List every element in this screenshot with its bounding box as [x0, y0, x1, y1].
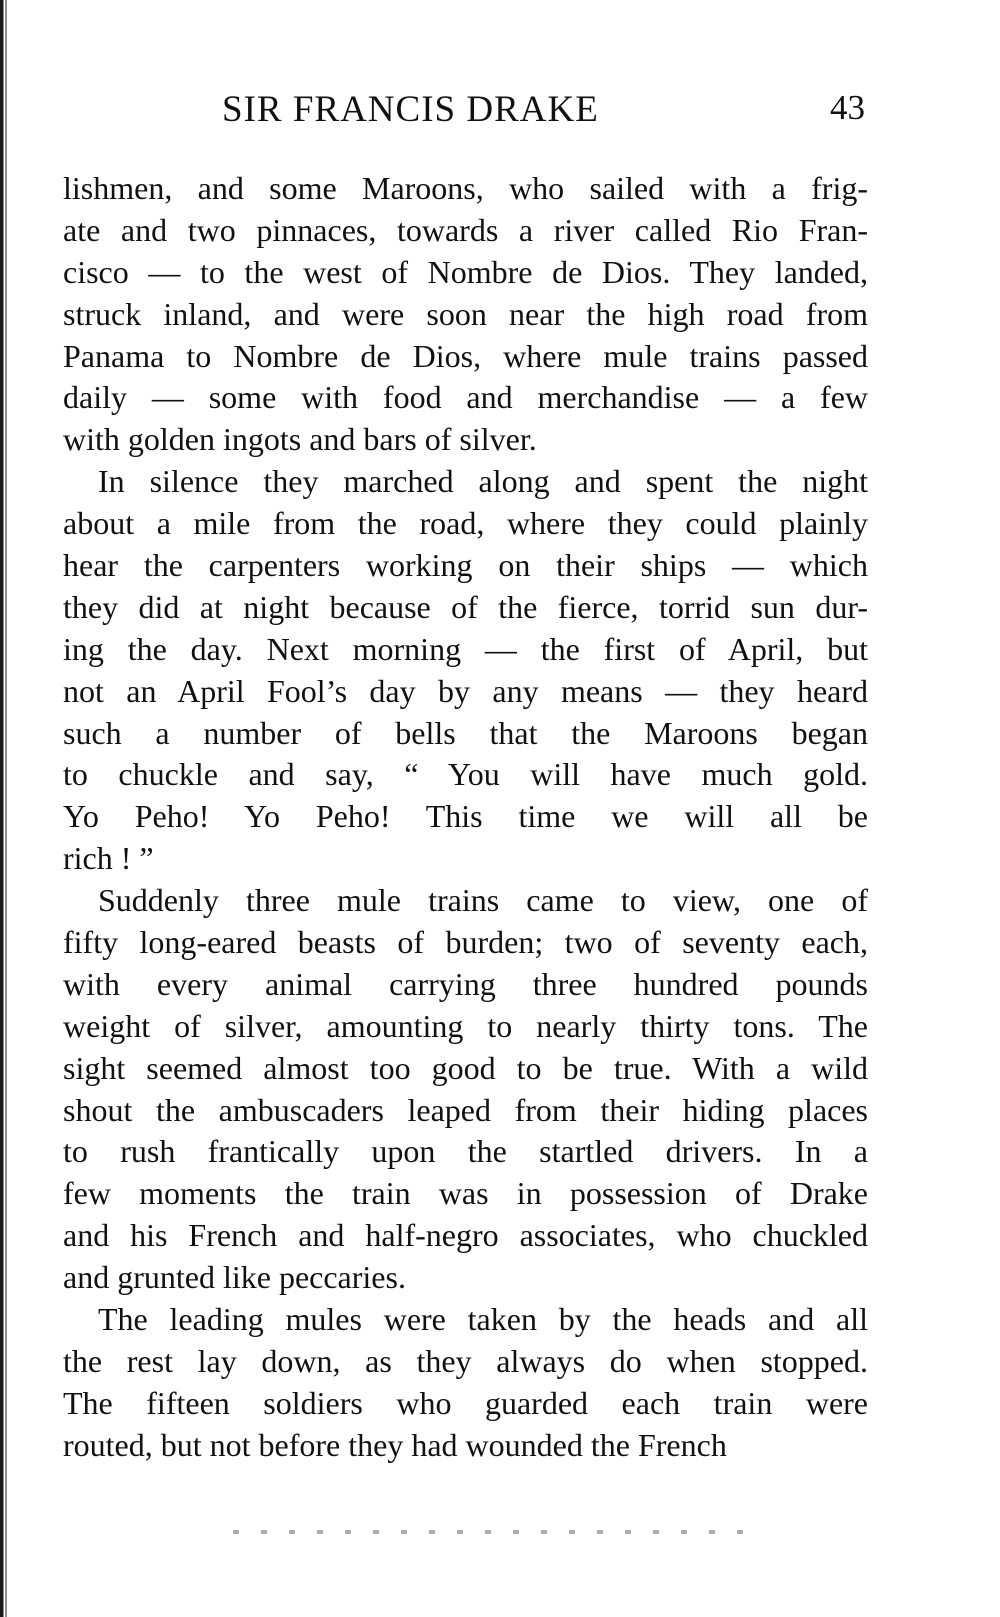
binding-edge [0, 0, 7, 1617]
text-line: struck inland, and were soon near the high road from [63, 295, 868, 332]
body-text [63, 168, 868, 1467]
text-line: In silence they marched along and spent the night [98, 463, 868, 500]
text-line: cisco — to the west of Nombre de Dios. They landed, [63, 253, 868, 290]
text-line: with every animal carrying three hundred pounds [63, 965, 868, 1002]
page-number: 43 [830, 88, 865, 127]
text-line: few moments the train was in possession of Drake [63, 1175, 868, 1212]
text-line: fifty long-eared beasts of burden; two of seventy each, [63, 924, 868, 961]
running-title: SIR FRANCIS DRAKE [222, 89, 599, 130]
text-line: with golden ingots and bars of silver. [63, 421, 537, 458]
running-head [200, 88, 880, 138]
text-line: about a mile from the road, where they could plainly [63, 505, 868, 542]
text-line: rich ! ” [63, 840, 154, 877]
text-line: the rest lay down, as they always do when stopped. [63, 1342, 868, 1379]
text-line: routed, but not before they had wounded the French [63, 1426, 727, 1463]
paragraph [63, 1299, 868, 1467]
text-line: hear the carpenters working on their ships — which [63, 547, 868, 584]
text-line: and his French and half-negro associates, who chuckled [63, 1217, 868, 1254]
text-line: Suddenly three mule trains came to view, one of [98, 882, 868, 919]
text-line: to chuckle and say, “ You will have much gold. [63, 756, 868, 793]
text-line: ing the day. Next morning — the first of April, but [63, 630, 868, 667]
text-line: shout the ambuscaders leaped from their hiding places [63, 1091, 868, 1128]
text-line: lishmen, and some Maroons, who sailed with a frig- [63, 170, 868, 206]
printer-marks [233, 1530, 763, 1534]
text-line: The leading mules were taken by the heads and all [98, 1301, 868, 1338]
paragraph [63, 880, 868, 1299]
text-line: daily — some with food and merchandise — a few [63, 379, 868, 416]
paragraph [63, 168, 868, 461]
text-line: such a number of bells that the Maroons began [63, 714, 868, 751]
text-line: sight seemed almost too good to be true. With a wild [63, 1049, 868, 1086]
text-line: weight of silver, amounting to nearly thirty tons. The [63, 1007, 868, 1044]
text-line: ate and two pinnaces, towards a river called Rio Fran- [63, 211, 868, 248]
text-line: The fifteen soldiers who guarded each train were [63, 1384, 868, 1421]
text-line: not an April Fool’s day by any means — they heard [63, 672, 868, 709]
paragraph [63, 461, 868, 880]
text-line: Panama to Nombre de Dios, where mule trains passed [63, 337, 868, 374]
text-line: Yo Peho! Yo Peho! This time we will all be [63, 798, 868, 835]
text-line: and grunted like peccaries. [63, 1259, 406, 1296]
text-line: they did at night because of the fierce, torrid sun dur- [63, 588, 868, 625]
text-line: to rush frantically upon the startled drivers. In a [63, 1133, 868, 1170]
